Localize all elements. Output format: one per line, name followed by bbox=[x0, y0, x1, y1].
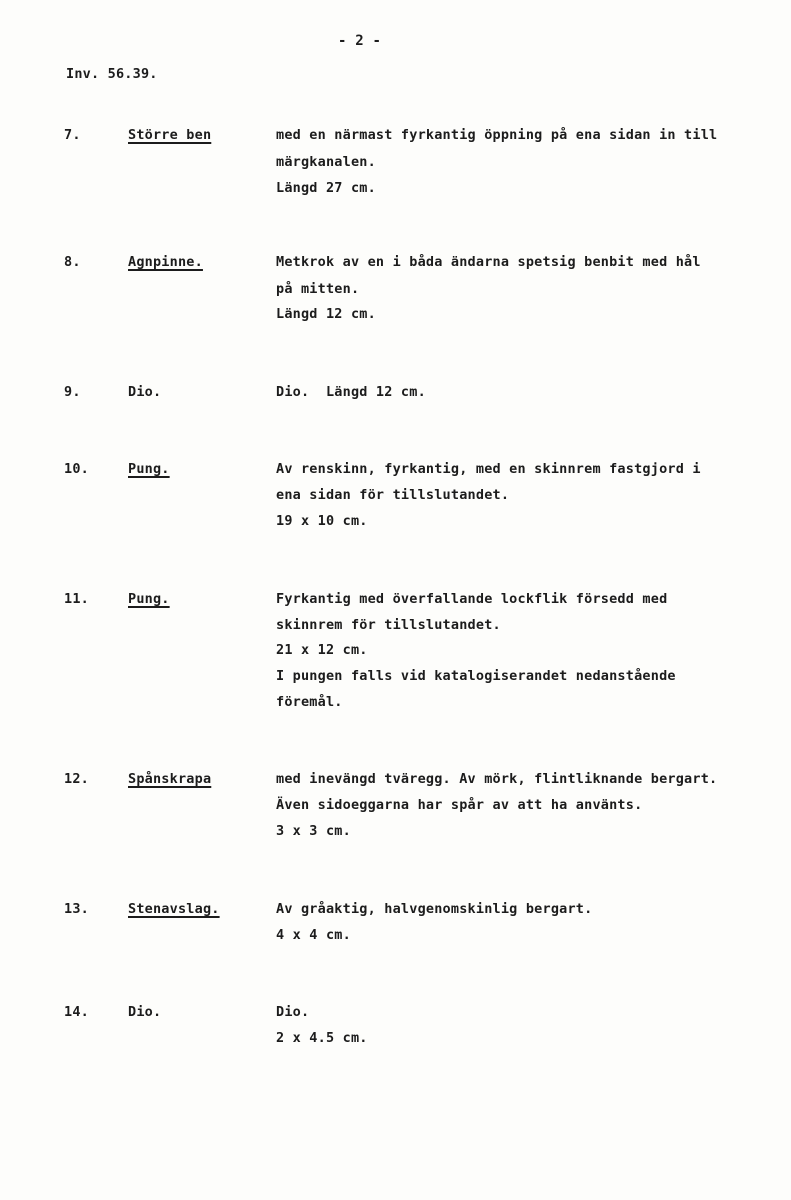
entry-desc-line: Dio. bbox=[276, 1004, 310, 1020]
entry-name: Dio. bbox=[128, 384, 162, 400]
page-number: - 2 - bbox=[338, 33, 382, 49]
entry-number: 9. bbox=[64, 384, 81, 400]
entry-desc-line: märgkanalen. bbox=[276, 154, 376, 170]
entry-number: 8. bbox=[64, 254, 81, 270]
entry-desc-line: skinnrem för tillslutandet. bbox=[276, 617, 501, 633]
entry-name: Pung. bbox=[128, 461, 170, 477]
entry-desc-line: Av gråaktig, halvgenomskinlig bergart. bbox=[276, 901, 593, 917]
entry-desc-line: med en närmast fyrkantig öppning på ena sidan in till bbox=[276, 127, 718, 143]
entry-name: Agnpinne. bbox=[128, 254, 203, 270]
entry-desc-line: Fyrkantig med överfallande lockflik försedd med bbox=[276, 591, 668, 607]
entry-desc-line: föremål. bbox=[276, 694, 343, 710]
entry-desc-line: Dio. Längd 12 cm. bbox=[276, 384, 426, 400]
entry-name: Större ben bbox=[128, 127, 212, 143]
entry-desc-line: med inevängd tväregg. Av mörk, flintliknande bergart. bbox=[276, 771, 718, 787]
entry-desc-line: Av renskinn, fyrkantig, med en skinnrem fastgjord i bbox=[276, 461, 701, 477]
entry-desc-line: Längd 27 cm. bbox=[276, 180, 376, 196]
entry-number: 11. bbox=[64, 591, 89, 607]
entry-desc-line: på mitten. bbox=[276, 281, 360, 297]
entry-number: 12. bbox=[64, 771, 89, 787]
entry-desc-line: I pungen falls vid katalogiserandet nedanstående bbox=[276, 668, 676, 684]
entry-name: Dio. bbox=[128, 1004, 162, 1020]
entry-desc-line: 3 x 3 cm. bbox=[276, 823, 351, 839]
entry-desc-line: 19 x 10 cm. bbox=[276, 513, 368, 529]
entry-desc-line: ena sidan för tillslutandet. bbox=[276, 487, 510, 503]
entry-desc-line: Även sidoeggarna har spår av att ha använts. bbox=[276, 797, 643, 813]
entry-desc-line: Längd 12 cm. bbox=[276, 306, 376, 322]
entry-number: 10. bbox=[64, 461, 89, 477]
inventory-number: Inv. 56.39. bbox=[66, 66, 158, 82]
entry-number: 13. bbox=[64, 901, 89, 917]
entry-name: Spånskrapa bbox=[128, 771, 212, 787]
entry-desc-line: 4 x 4 cm. bbox=[276, 927, 351, 943]
entry-desc-line: 2 x 4.5 cm. bbox=[276, 1030, 368, 1046]
entry-number: 14. bbox=[64, 1004, 89, 1020]
entry-name: Pung. bbox=[128, 591, 170, 607]
entry-desc-line: 21 x 12 cm. bbox=[276, 642, 368, 658]
entry-number: 7. bbox=[64, 127, 81, 143]
entry-name: Stenavslag. bbox=[128, 901, 220, 917]
entry-desc-line: Metkrok av en i båda ändarna spetsig benbit med hål bbox=[276, 254, 701, 270]
